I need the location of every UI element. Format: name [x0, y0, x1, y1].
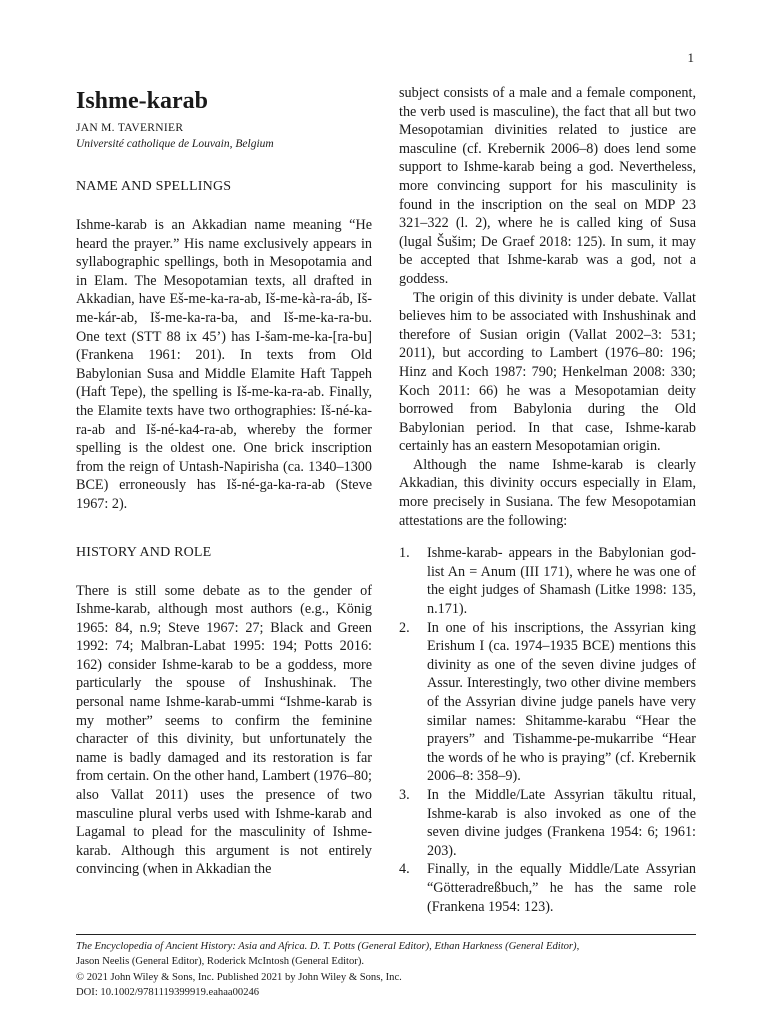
paragraph-attestations-intro: Although the name Ishme-karab is clearly Akkadian, this divinity occurs especially in Elam, more precisely in Susiana. The few Mesopotamian attestations are the following: — [399, 456, 696, 529]
footer-editors-line: Jason Neelis (General Editor), Roderick McIntosh (General Editor). — [76, 956, 364, 968]
list-item-number: 1. — [399, 545, 410, 562]
article-title: Ishme-karab — [76, 88, 209, 114]
paragraph-history-gender: There is still some debate as to the gender of Ishme-karab, although most authors (e.g., König 1965: 84, n.9; Steve 1967: 27; Black and Green 1992: 74; Malbran-Labat 1995: 194; Potts 2016: 162) consider Ishme-karab to be a goddess, more particularly the spouse of Inshushinak. The personal name Ishme-karab-ummi “Ishme-karab is my mother” seems to confirm the feminine character of this divinity, but unfortunately the name is badly damaged and its restoration is far from certain. On the other hand, Lambert (1976–80; also Vallat 2011) uses the presence of two masculine plural verbs used with Ishme-karab and Lagamal to plead for the masculinity of Ishme-karab. Although this argument is not entirely convincing (when in Akkadian the — [76, 582, 372, 878]
list-item-text: Finally, in the equally Middle/Late Assyrian “Götteradreßbuch,” he has the same role (Frankena 1954: 123). — [427, 861, 696, 915]
author-name: JAN M. TAVERNIER — [76, 122, 184, 134]
list-item-number: 3. — [399, 786, 410, 803]
footer-citation-line: The Encyclopedia of Ancient History: Asia and Africa. D. T. Potts (General Editor), Ethan Harkness (General Editor), — [76, 941, 580, 952]
list-item — [399, 619, 696, 786]
paragraph-names-spellings: Ishme-karab is an Akkadian name meaning “He heard the prayer.” His name exclusively appears in syllabographic spellings, both in Mesopotamia and in Elam. The Mesopotamian texts, all drafted in Akkadian, have Eš-me-ka-ra-ab, Iš-me-kà-ra-áb, Iš-me-kár-ab, Iš-me-ka-ra-ba, and Iš-me-ka-ra-bu. One text (STT 88 ix 45’) has I-šam-me-ka-[ra-bu] (Frankena 1961: 201). In texts from Old Babylonian Susa and Middle Elamite Haft Tappeh (Haft Tepe), the spelling is Iš-me-ka-ra-ab. Finally, the Elamite texts have two orthographies: Iš-né-ka-ra-ab and Iš-né-ka4-ra-ab, whereby the former spelling is the oldest one. One brick inscription from the reign of Untash-Napirisha (ca. 1340–1300 BCE) erroneously has Iš-né-ga-ka-ra-ab (Steve 1967: 2). — [76, 217, 372, 512]
list-item-text: In one of his inscriptions, the Assyrian king Erishum I (ca. 1974–1935 BCE) mentions this divinity as one of the seven divine judges of Assur. Interestingly, two other divine members of the Assyrian divine judge panels have very similar names: Shitamme-karabu “Hear the prayers” and Tishamme-pe-mukarribe “Hear the words of he who is praying” (cf. Krebernik 2006–8: 358–9). — [427, 619, 696, 785]
list-item — [399, 860, 696, 916]
section-heading-history: HISTORY AND ROLE — [76, 544, 212, 560]
footer-doi-line: DOI: 10.1002/9781119399919.eahaa00246 — [76, 987, 260, 999]
left-column — [76, 84, 372, 879]
list-item — [399, 786, 696, 860]
list-item-text: In the Middle/Late Assyrian tākultu ritual, Ishme-karab is also invoked as one of the seven divine judges (Frankena 1954: 6; 1961: 203). — [427, 786, 696, 859]
list-item-number: 4. — [399, 861, 410, 878]
paragraph-origin: The origin of this divinity is under debate. Vallat believes him to be associated with Inshushinak and therefore of Susian origin (Vallat 2002–3: 531; 2011), but according to Lambert (1976–80: 196; Hinz and Koch 1987: 790; Henkelman 2008: 330; Koch 2011: 66) he was a Mesopotamian deity borrowed from Babylonia during the Old Babylonian period. In that case, Ishme-karab certainly has an eastern Mesopotamian origin. — [399, 289, 696, 455]
list-item-text: Ishme-karab- appears in the Babylonian god-list An = Anum (III 171), where he was one of the eight judges of Shamash (Litke 1998: 135, n.171). — [427, 545, 696, 618]
list-item — [399, 544, 696, 618]
page-number: 1 — [687, 50, 694, 65]
paragraph-continuation: subject consists of a male and a female component, the verb used is masculine), the fact that all but two Mesopotamian divinities related to justice are masculine (cf. Krebernik 2006–8) does lend some support to Ishme-karab being a god. Nevertheless, more convincing support for his masculinity is found in the inscription on the seal on MDP 23 321–322 (l. 2), where he is called king of Susa (lugal Šušim; De Graef 2018: 125). In sum, it may be accepted that Ishme-karab was a god, not a goddess. — [399, 85, 696, 287]
citation-footer — [76, 934, 696, 1001]
footer-copyright-line: © 2021 John Wiley & Sons, Inc. Published 2021 by John Wiley & Sons, Inc. — [76, 971, 402, 983]
author-affiliation: Université catholique de Louvain, Belgium — [76, 138, 274, 150]
right-column — [399, 84, 696, 916]
attestations-list — [399, 544, 696, 916]
list-item-number: 2. — [399, 619, 410, 636]
section-heading-names: NAME AND SPELLINGS — [76, 179, 232, 194]
